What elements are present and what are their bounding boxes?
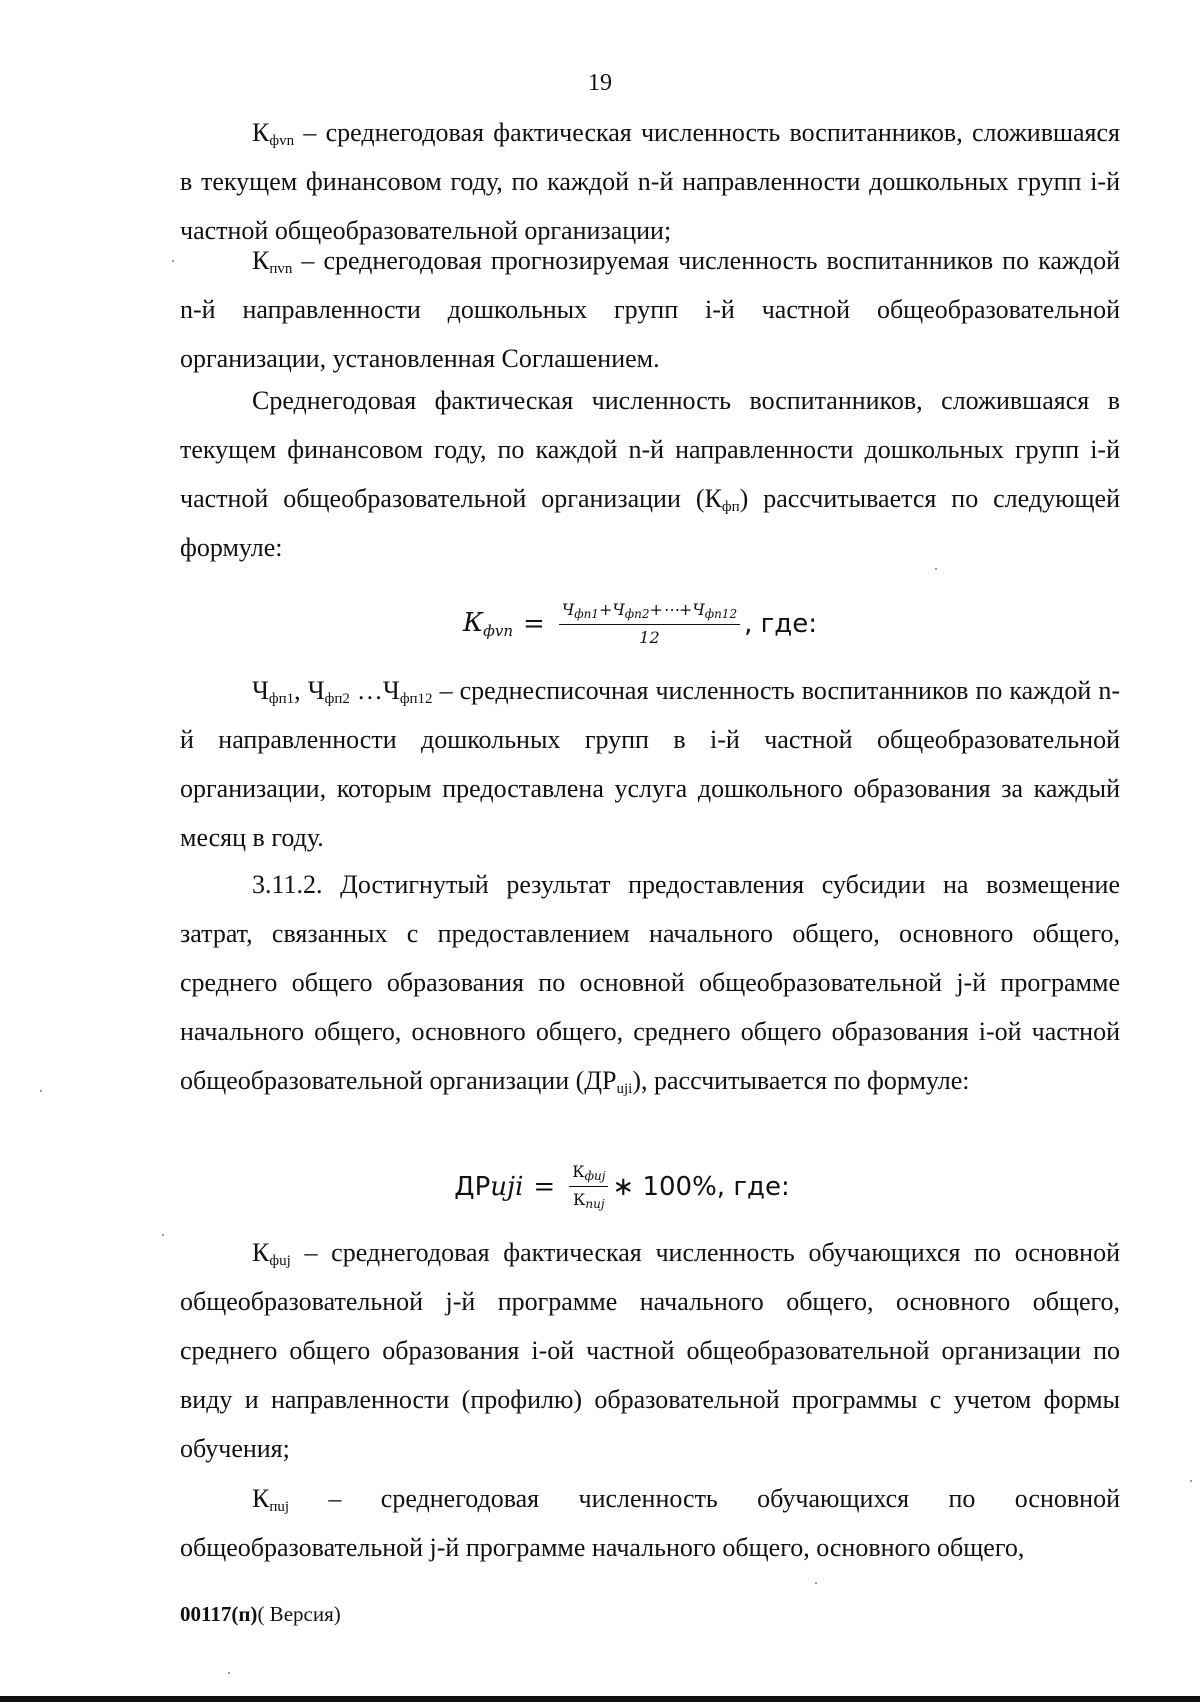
formula-equals: = bbox=[523, 608, 545, 639]
scan-speck bbox=[815, 1582, 817, 1584]
scan-speck bbox=[172, 260, 174, 262]
formula-tail: ∗ 100%, где: bbox=[612, 1171, 790, 1202]
formula-lhs: Кфvn bbox=[463, 607, 514, 640]
footer-label: ( Версия) bbox=[257, 1602, 341, 1626]
section-3-11-2 bbox=[180, 860, 1120, 1105]
formula-dr-uji bbox=[22, 1162, 1200, 1211]
paragraph-text: Среднегодовая фактическая численность воспитанников, сложившаяся в текущем финансовом году, по каждой n-й направленности дошкольных групп i-й частной общеобразовательной организации (К bbox=[180, 386, 1120, 513]
scan-speck bbox=[935, 568, 937, 570]
formula-denominator: Кпuj bbox=[573, 1190, 605, 1211]
formula-lhs: ДРuji bbox=[454, 1171, 524, 1202]
definition-k-puj bbox=[180, 1474, 1120, 1572]
symbol-subscript: фuj bbox=[269, 1253, 291, 1269]
symbol-subscript: пuj bbox=[269, 1499, 290, 1515]
document-footer bbox=[180, 1602, 341, 1627]
definition-ch-fn: $Ч_{фп1}$, $Ч_{фп2}$ $\dots Ч_{фп12}$ – среднесписочная численность воспитанников по каждой n-й направленности дошкольных групп в i-й частной общеобразовательной организации, которым предоставлена услуга дошкольного образования за каждый месяц в году. bbox=[180, 676, 1121, 852]
symbol-k: К bbox=[252, 246, 270, 275]
definition-k-fvn bbox=[180, 108, 1120, 255]
symbol-k: К bbox=[252, 1484, 270, 1513]
footer-code: 00117(п) bbox=[180, 1602, 258, 1626]
definition-text: – среднесписочная численность воспитанников по каждой n-й направленности дошкольных групп в i-й частной общеобразовательной организации, которым предоставлена услуга дошкольного образования за каждый месяц в году. bbox=[180, 676, 1121, 852]
scan-speck bbox=[40, 1090, 42, 1092]
paragraph-text: 3.11.2. Достигнутый результат предоставления субсидии на возмещение затрат, связанных с предоставлением начального общего, основного общего, среднего общего образования по основной общеобразовательной j-й программе начального общего, основного общего, среднего общего образования i-ой частной общеобразовательной организации (ДР bbox=[180, 870, 1120, 1095]
definition-k-fuj bbox=[180, 1228, 1120, 1473]
paragraph-text-end: ) рассчитывается по следующей формуле: bbox=[180, 484, 1120, 562]
definition-text: – среднегодовая фактическая численность обучающихся по основной общеобразовательной j-й программе начального общего, основного общего, среднего общего образования i-ой частной общеобразовательной организации по виду и направленности (профилю) образовательной программы с учетом формы обучения; bbox=[180, 1238, 1120, 1463]
formula-fraction bbox=[559, 600, 740, 647]
symbol-k: К bbox=[252, 1238, 270, 1267]
formula-denominator: 12 bbox=[639, 628, 660, 647]
symbol-k: К bbox=[252, 118, 270, 147]
formula-numerator: Кфuj bbox=[569, 1162, 608, 1187]
scan-speck bbox=[162, 1234, 164, 1236]
formula-equals: = bbox=[533, 1171, 556, 1202]
definition-text: – среднегодовая численность обучающихся по основной общеобразовательной j-й программе начального общего, основного общего, bbox=[180, 1484, 1120, 1562]
formula-k-fvn bbox=[40, 600, 1200, 647]
paragraph-text-end: ), рассчитывается по формуле: bbox=[632, 1066, 970, 1095]
symbol-subscript: фп bbox=[721, 499, 740, 515]
definition-text: – среднегодовая фактическая численность воспитанников, сложившаяся в текущем финансовом году, по каждой n-й направленности дошкольных групп i-й частной общеобразовательной организации; bbox=[180, 118, 1120, 245]
formula-tail: , где: bbox=[744, 608, 817, 639]
symbol-subscript: фvn bbox=[269, 133, 295, 149]
symbol-subscript: пvn bbox=[269, 261, 293, 277]
definition-text: – среднегодовая прогнозируемая численность воспитанников по каждой n-й направленности дошкольных групп i-й частной общеобразовательной организации, установленная Соглашением. bbox=[180, 246, 1120, 373]
page-number: 19 bbox=[588, 70, 612, 96]
definition-k-pvn bbox=[180, 236, 1120, 383]
scan-speck bbox=[228, 1672, 230, 1674]
paragraph-average-actual bbox=[180, 376, 1120, 572]
symbol-subscript: uji bbox=[616, 1081, 633, 1097]
scan-speck bbox=[1190, 1480, 1192, 1482]
scan-edge-rule bbox=[0, 1696, 1200, 1702]
formula-numerator: Чфn1+Чфn2+⋯+Чфn12 bbox=[559, 600, 740, 625]
formula-fraction bbox=[569, 1162, 608, 1211]
